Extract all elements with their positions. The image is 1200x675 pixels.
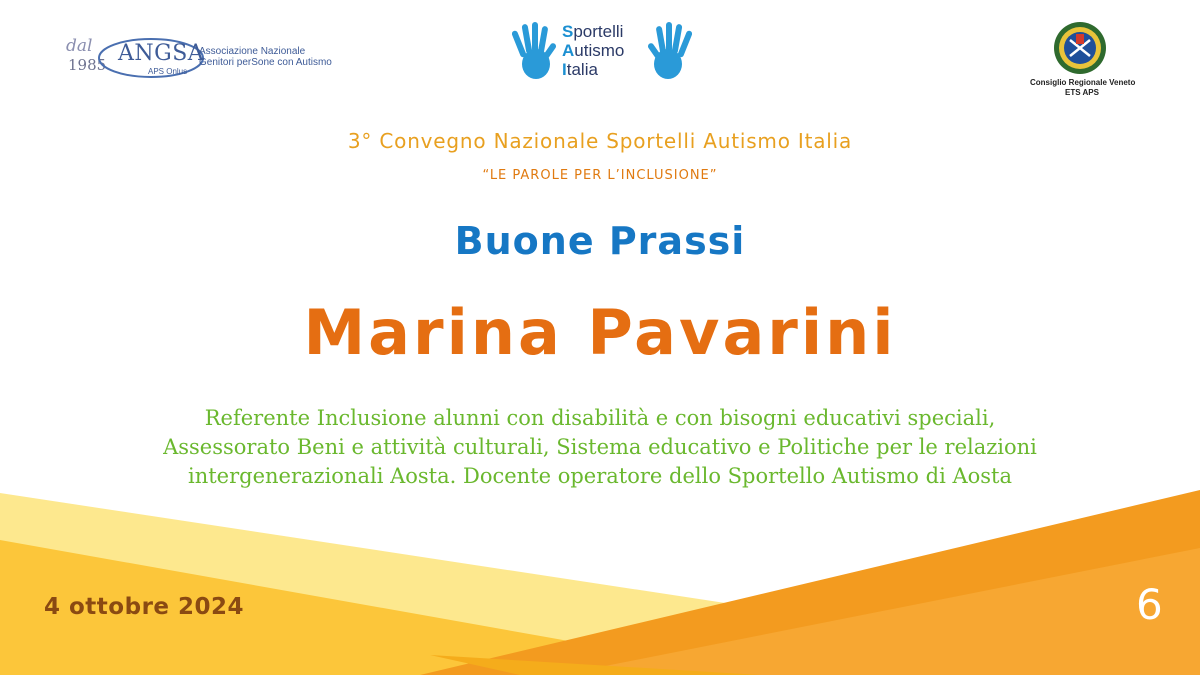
section-title: Buone Prassi [454,219,746,263]
sportelli-autismo-italia-logo [512,20,692,86]
speaker-bio-line: Assessorato Beni e attività culturali, Sistema educativo e Politiche per le relazioni [163,435,1037,459]
event-date: 4 ottobre 2024 [44,594,245,620]
sai-word-talia: talia [566,60,598,79]
angsa-description-line1: Associazione Nazionale [199,46,306,57]
veneto-subtitle: ETS APS [1065,88,1099,97]
sai-wordmark [562,22,624,79]
angsa-description-line2: Genitori perSone con Autismo [199,57,332,68]
angsa-description [199,46,332,68]
angsa-year-text: 1985 [68,56,107,74]
conference-subtitle: “LE PAROLE PER L’INCLUSIONE” [482,168,718,183]
speaker-bio-line: intergenerazionali Aosta. Docente operatore dello Sportello Autismo di Aosta [187,464,1012,488]
sai-word-portelli: portelli [573,22,624,41]
sai-word-utismo: utismo [574,41,625,60]
angsa-dal-text: dal [66,36,93,56]
speaker-bio [0,404,1200,491]
slide-number: 6 [1136,580,1163,629]
sai-initial-s: S [562,22,574,41]
angsa-logo [66,34,332,90]
speaker-bio-line: Referente Inclusione alunni con disabilità e con bisogni educativi speciali, [204,406,996,430]
speaker-name: Marina Pavarini [303,296,897,369]
sai-initial-a: A [562,41,575,60]
veneto-name: Consiglio Regionale Veneto [1030,78,1136,87]
angsa-onlus: APS Onlus [148,67,188,76]
conference-title: 3° Convegno Nazionale Sportelli Autismo Italia [347,129,853,153]
hand-left-icon [512,22,556,82]
angsa-name: ANGSA [118,41,205,66]
sai-initial-i: I [562,60,567,79]
hand-right-icon [648,22,692,82]
consiglio-regionale-veneto-logo [1030,20,1136,97]
veneto-seal-icon [1052,20,1108,76]
